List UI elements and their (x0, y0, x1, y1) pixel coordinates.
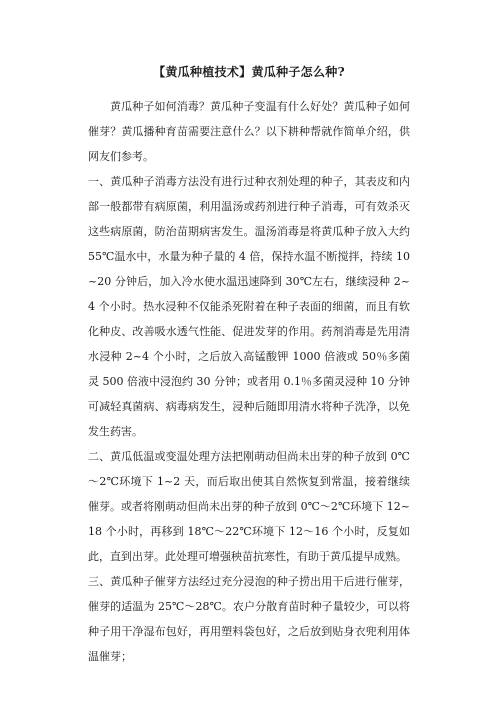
document-page (88, 62, 410, 669)
section-1-paragraph: 一、黄瓜种子消毒方法没有进行过种衣剂处理的种子，其表皮和内部一般都带有病原菌，利用温汤或药剂进行种子消毒，可有效杀灭这些病原菌，防治苗期病害发生。温汤消毒是将黄瓜种子放入大约 55℃温水中，水量为种子量的 4 倍，保持水温不断搅拌，持续 10~20 分钟后，加入冷水使水温迅速降到 30℃左右，继续浸种 2~4 个小时。热水浸种不仅能杀死附着在种子表面的细菌，而且有软化种皮、改善吸水透气性能、促进发芽的作用。药剂消毒是先用清水浸种 2~4 个小时，之后放入高锰酸钾 1000 倍液或 50％多菌灵 500 倍液中浸泡约 30 分钟；或者用 0.1％多菌灵浸种 10 分钟可减轻真菌病、病毒病发生，浸种后随即用清水将种子洗净，以免发生药害。 (88, 175, 410, 438)
section-2-paragraph: 二、黄瓜低温或变温处理方法把刚萌动但尚未出芽的种子放到 0℃～2℃环境下 1~2 天，而后取出使其自然恢复到常温，接着继续催芽。或者将刚萌动但尚未出芽的种子放到 0℃～2℃环境下 12~18 个小时，再移到 18℃～22℃环境下 12～16 个小时，反复如此，直到出芽。此处理可增强秧苗抗寒性，有助于黄瓜提早成熟。 (88, 450, 410, 563)
intro-paragraph: 黄瓜种子如何消毒？黄瓜种子变温有什么好处？黄瓜种子如何催芽？黄瓜播种育苗需要注意什么？以下耕种帮就作简单介绍，供网友们参考。 (88, 100, 410, 163)
document-title: 【黄瓜种植技术】黄瓜种子怎么种? (153, 65, 345, 79)
section-3-paragraph: 三、黄瓜种子催芽方法经过充分浸泡的种子捞出用干后进行催芽，催芽的适温为 25℃～28℃。农户分散育苗时种子量较少，可以将种子用干净湿布包好，再用塑料袋包好，之后放到贴身衣兜利用体温催芽； (88, 575, 410, 663)
